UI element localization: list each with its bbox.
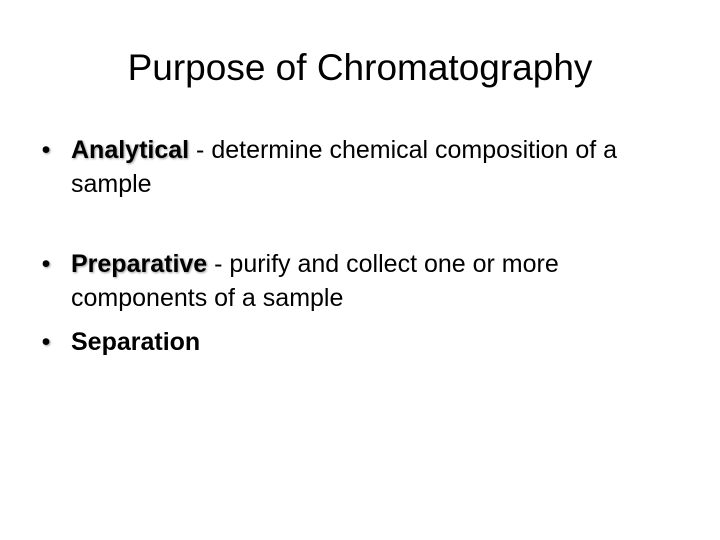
bullet-description: - determine chemical composition of a sample: [71, 136, 618, 198]
bullet-term: Analytical: [71, 136, 190, 164]
bullet-item-preparative: [36, 247, 686, 315]
bullet-description: - purify and collect one or more components of a sample: [71, 250, 559, 312]
bullet-icon: •: [41, 136, 51, 164]
bullet-term: Separation: [71, 328, 201, 356]
bullet-icon: •: [41, 328, 51, 356]
bullet-term: Preparative: [71, 250, 208, 278]
bullet-icon: •: [41, 250, 51, 278]
bullet-item-analytical: [36, 133, 686, 201]
bullet-list: [36, 133, 686, 359]
bullet-item-separation: [36, 325, 686, 359]
slide-title: Purpose of Chromatography: [127, 47, 593, 88]
